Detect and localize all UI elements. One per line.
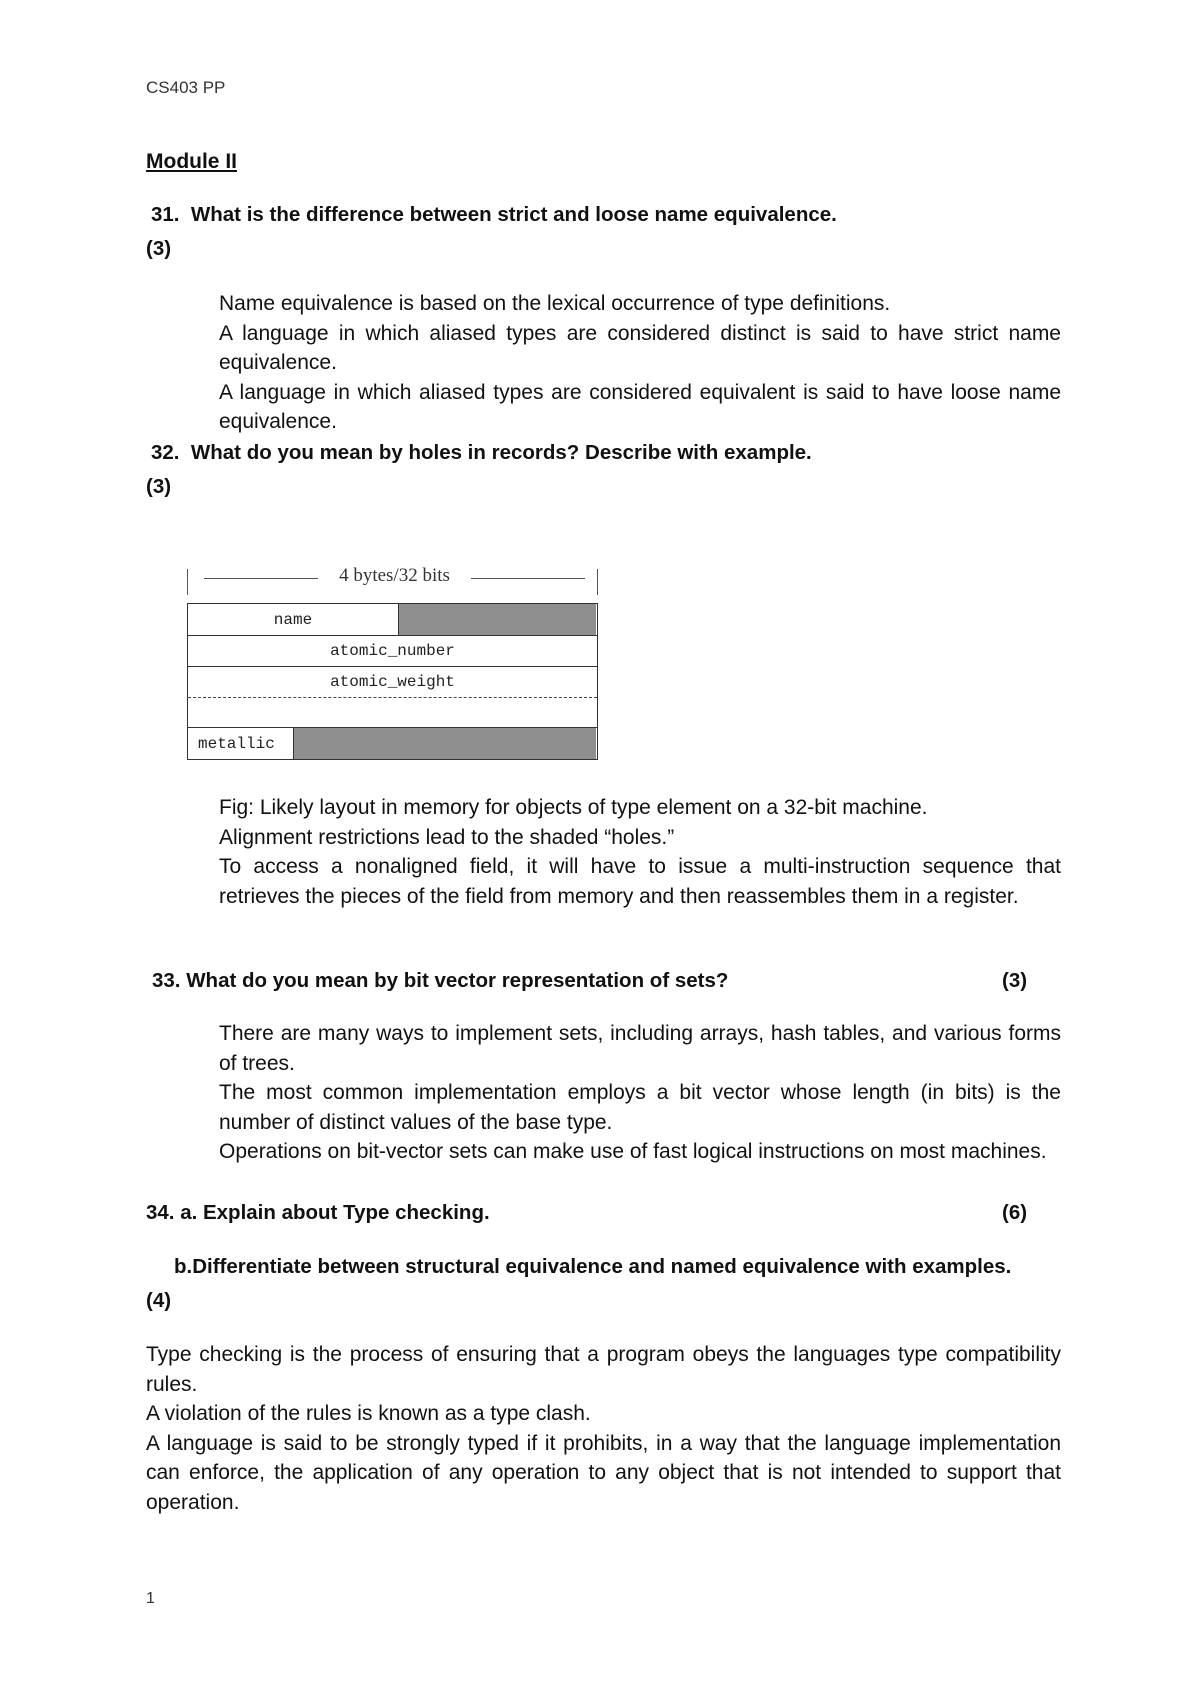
question-33: 33. What do you mean by bit vector representation of sets? <box>152 969 729 992</box>
answer-31 <box>219 289 1061 437</box>
answer-line: A language in which aliased types are considered equivalent is said to have loose name equivalence. <box>219 380 1061 433</box>
record-row-metallic <box>187 727 598 760</box>
page-number: 1 <box>146 1590 155 1607</box>
field-metallic: metallic <box>198 734 275 753</box>
answer-line: A language in which aliased types are considered distinct is said to have strict name equivalence. <box>219 321 1061 374</box>
alignment-hole <box>293 728 596 759</box>
caption-tick-left <box>187 569 188 595</box>
word-boundary-dashed-line <box>188 697 597 698</box>
answer-line: To access a nonaligned field, it will have to issue a multi-instruction sequence that retrieves the pieces of the field from memory and then reassembles them in a register. <box>219 855 1061 908</box>
question-34b-marks: (4) <box>146 1289 172 1312</box>
answer-line: Type checking is the process of ensuring that a program obeys the languages type compatibility rules. <box>146 1343 1061 1396</box>
question-34a-marks: (6) <box>1002 1201 1028 1224</box>
question-text: What do you mean by holes in records? Describe with example. <box>190 441 812 464</box>
field-atomic-number: atomic_number <box>330 642 455 660</box>
answer-line: Operations on bit-vector sets can make use of fast logical instructions on most machines. <box>219 1140 1047 1163</box>
field-name: name <box>273 610 313 629</box>
answer-33 <box>219 1019 1061 1167</box>
question-32-marks: (3) <box>146 475 172 498</box>
figure-width-caption <box>186 563 600 595</box>
answer-line: A language is said to be strongly typed if it prohibits, in a way that the language implementation can enforce, the application of any operation to any object that is not intended to support that operation. <box>146 1431 1061 1514</box>
answer-32 <box>219 793 1061 911</box>
page-header: CS403 PP <box>146 78 226 97</box>
question-number: 32. <box>151 441 180 464</box>
caption-line-right <box>471 578 585 579</box>
caption-line-left <box>204 578 318 579</box>
answer-line: A violation of the rules is known as a type clash. <box>146 1402 591 1425</box>
question-32 <box>151 441 812 465</box>
question-34b: b.Differentiate between structural equivalence and named equivalence with examples. <box>174 1255 1012 1278</box>
question-34a: 34. a. Explain about Type checking. <box>146 1201 490 1224</box>
answer-line: The most common implementation employs a bit vector whose length (in bits) is the number of distinct values of the base type. <box>219 1081 1061 1134</box>
answer-line: Alignment restrictions lead to the shaded “holes.” <box>219 825 675 849</box>
answer-line: There are many ways to implement sets, including arrays, hash tables, and various forms of trees. <box>219 1022 1061 1075</box>
caption-tick-right <box>597 569 598 595</box>
answer-34 <box>146 1340 1061 1517</box>
record-row-atomic-weight <box>187 666 598 728</box>
module-title: Module II <box>146 150 237 173</box>
figure-description: Fig: Likely layout in memory for objects of type element on a 32-bit machine. <box>219 796 928 819</box>
question-31-marks: (3) <box>146 237 172 260</box>
record-layout-figure <box>186 563 600 763</box>
alignment-hole <box>398 604 596 635</box>
question-number: 31. <box>151 203 180 226</box>
field-atomic-weight: atomic_weight <box>330 673 455 691</box>
question-33-marks: (3) <box>1002 969 1028 992</box>
question-text: What is the difference between strict and loose name equivalence. <box>190 203 837 226</box>
record-row-atomic-number <box>187 635 598 667</box>
record-row-name <box>187 603 598 636</box>
answer-line: Name equivalence is based on the lexical occurrence of type definitions. <box>219 292 891 315</box>
question-31 <box>151 203 837 227</box>
figure-caption: 4 bytes/32 bits <box>339 565 450 586</box>
